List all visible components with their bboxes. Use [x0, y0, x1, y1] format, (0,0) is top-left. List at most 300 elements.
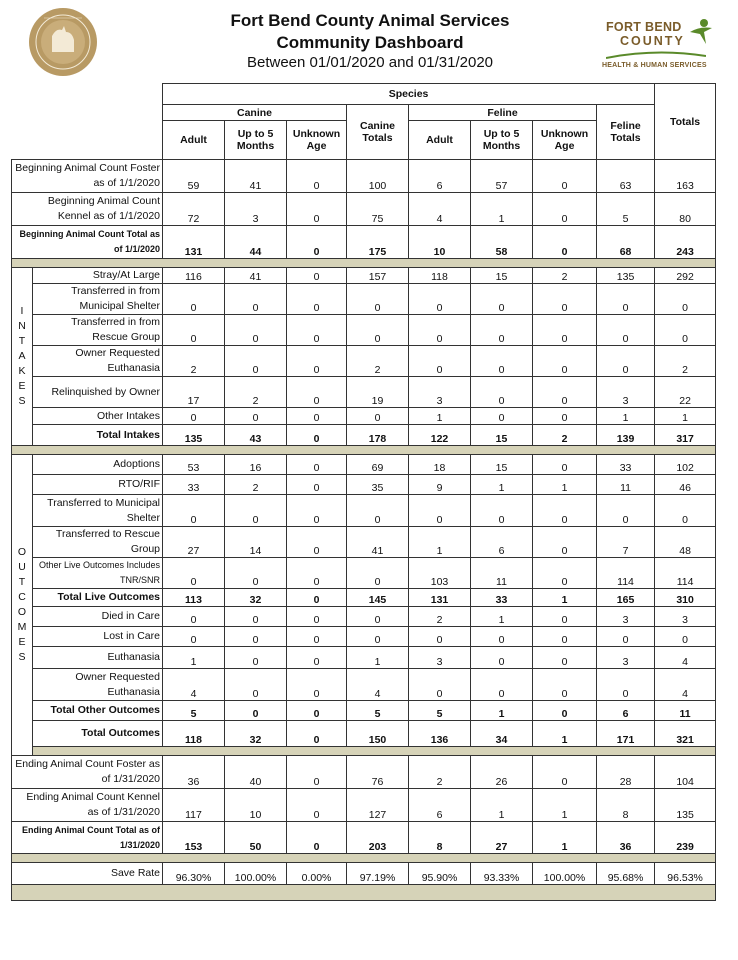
value-cell: 41	[225, 160, 287, 193]
value-cell: 27	[471, 822, 533, 854]
value-cell: 0	[287, 475, 347, 495]
table-row-xfer-muni	[12, 284, 716, 315]
value-cell: 122	[409, 425, 471, 446]
feline-adult-header: Adult	[409, 121, 471, 160]
row-label: Save Rate	[12, 863, 163, 885]
value-cell: 1	[533, 475, 597, 495]
value-cell: 0	[225, 558, 287, 589]
logo-arc-icon	[606, 50, 706, 60]
value-cell: 113	[163, 589, 225, 607]
value-cell: 72	[163, 193, 225, 226]
table-row-adoptions	[12, 455, 716, 475]
value-cell: 2	[163, 346, 225, 377]
value-cell: 2	[225, 377, 287, 408]
value-cell: 97.19%	[347, 863, 409, 885]
row-label: Transferred to Municipal Shelter	[33, 495, 163, 527]
value-cell: 40	[225, 756, 287, 789]
value-cell: 34	[471, 721, 533, 747]
value-cell: 1	[409, 408, 471, 425]
value-cell: 50	[225, 822, 287, 854]
value-cell: 135	[655, 789, 716, 822]
value-cell: 1	[163, 647, 225, 669]
value-cell: 0	[287, 377, 347, 408]
table-row-died	[12, 607, 716, 627]
feline-up-to-5-months-header: Up to 5 Months	[471, 121, 533, 160]
value-cell: 41	[225, 268, 287, 284]
value-cell: 100.00%	[225, 863, 287, 885]
value-cell: 59	[163, 160, 225, 193]
table-row-out-muni	[12, 495, 716, 527]
value-cell: 1	[471, 701, 533, 721]
value-cell: 0	[471, 284, 533, 315]
table-row-total-live	[12, 589, 716, 607]
value-cell: 0.00%	[287, 863, 347, 885]
health-human-services-logo	[600, 16, 718, 76]
value-cell: 0	[287, 721, 347, 747]
value-cell: 0	[225, 284, 287, 315]
value-cell: 0	[471, 315, 533, 346]
value-cell: 75	[347, 193, 409, 226]
row-label: Beginning Animal Count Total as of 1/1/2020	[12, 226, 163, 259]
feline-header: Feline	[409, 105, 597, 121]
value-cell: 35	[347, 475, 409, 495]
value-cell: 11	[655, 701, 716, 721]
table-row-total-other	[12, 701, 716, 721]
species-header: Species	[163, 84, 655, 105]
value-cell: 0	[471, 408, 533, 425]
value-cell: 0	[533, 346, 597, 377]
value-cell: 0	[163, 558, 225, 589]
value-cell: 0	[471, 377, 533, 408]
value-cell: 80	[655, 193, 716, 226]
value-cell: 26	[471, 756, 533, 789]
section-separator	[12, 747, 716, 756]
value-cell: 0	[409, 669, 471, 701]
value-cell: 6	[409, 160, 471, 193]
value-cell: 0	[409, 315, 471, 346]
value-cell: 95.90%	[409, 863, 471, 885]
value-cell: 0	[655, 495, 716, 527]
value-cell: 68	[597, 226, 655, 259]
value-cell: 3	[597, 647, 655, 669]
table-row-euth	[12, 647, 716, 669]
value-cell: 4	[347, 669, 409, 701]
value-cell: 57	[471, 160, 533, 193]
row-label: Other Intakes	[33, 408, 163, 425]
value-cell: 11	[471, 558, 533, 589]
value-cell: 139	[597, 425, 655, 446]
section-separator	[12, 259, 716, 268]
value-cell: 0	[597, 284, 655, 315]
value-cell: 2	[655, 346, 716, 377]
value-cell: 8	[597, 789, 655, 822]
value-cell: 1	[471, 475, 533, 495]
value-cell: 93.33%	[471, 863, 533, 885]
value-cell: 0	[533, 408, 597, 425]
row-label: Total Outcomes	[33, 721, 163, 747]
value-cell: 171	[597, 721, 655, 747]
value-cell: 36	[597, 822, 655, 854]
title-block	[150, 10, 590, 72]
value-cell: 0	[347, 315, 409, 346]
value-cell: 0	[225, 408, 287, 425]
value-cell: 0	[533, 495, 597, 527]
row-label: Ending Animal Count Total as of 1/31/2020	[12, 822, 163, 854]
canine-up-to-5-months-header: Up to 5 Months	[225, 121, 287, 160]
row-label: Ending Animal Count Foster as of 1/31/2020	[12, 756, 163, 789]
value-cell: 0	[471, 346, 533, 377]
value-cell: 0	[597, 346, 655, 377]
value-cell: 0	[533, 558, 597, 589]
row-label: Relinquished by Owner	[33, 377, 163, 408]
value-cell: 163	[655, 160, 716, 193]
value-cell: 1	[471, 789, 533, 822]
table-row-out-rescue	[12, 527, 716, 558]
date-range: Between 01/01/2020 and 01/31/2020	[246, 54, 494, 71]
feline-unknown-age-header: Unknown Age	[533, 121, 597, 160]
value-cell: 33	[597, 455, 655, 475]
value-cell: 104	[655, 756, 716, 789]
value-cell: 0	[409, 284, 471, 315]
value-cell: 0	[347, 558, 409, 589]
value-cell: 63	[597, 160, 655, 193]
value-cell: 1	[533, 822, 597, 854]
value-cell: 6	[409, 789, 471, 822]
county-seal-logo	[22, 6, 104, 78]
value-cell: 33	[163, 475, 225, 495]
value-cell: 0	[471, 495, 533, 527]
value-cell: 0	[409, 627, 471, 647]
value-cell: 46	[655, 475, 716, 495]
value-cell: 0	[287, 284, 347, 315]
value-cell: 17	[163, 377, 225, 408]
row-label: Total Other Outcomes	[33, 701, 163, 721]
value-cell: 0	[287, 315, 347, 346]
table-row-beg-foster	[12, 160, 716, 193]
value-cell: 4	[655, 647, 716, 669]
value-cell: 135	[597, 268, 655, 284]
value-cell: 0	[225, 627, 287, 647]
value-cell: 0	[287, 558, 347, 589]
value-cell: 0	[533, 627, 597, 647]
table-row-total-intake	[12, 425, 716, 446]
value-cell: 0	[471, 627, 533, 647]
row-label: Ending Animal Count Kennel as of 1/31/2020	[12, 789, 163, 822]
table-row-save-rate	[12, 863, 716, 885]
row-label: Euthanasia	[33, 647, 163, 669]
value-cell: 2	[347, 346, 409, 377]
value-cell: 0	[225, 607, 287, 627]
value-cell: 0	[533, 647, 597, 669]
row-label: Lost in Care	[33, 627, 163, 647]
value-cell: 28	[597, 756, 655, 789]
value-cell: 76	[347, 756, 409, 789]
table-row-owner-euth-out	[12, 669, 716, 701]
value-cell: 118	[163, 721, 225, 747]
row-label: Other Live Outcomes Includes TNR/SNR	[33, 558, 163, 589]
value-cell: 0	[225, 346, 287, 377]
value-cell: 243	[655, 226, 716, 259]
value-cell: 18	[409, 455, 471, 475]
table-row-beg-kennel	[12, 193, 716, 226]
value-cell: 0	[597, 495, 655, 527]
value-cell: 0	[597, 315, 655, 346]
table-row-owner-euth	[12, 346, 716, 377]
intakes-side-label: I N T A K E S	[12, 268, 33, 446]
value-cell: 0	[225, 647, 287, 669]
row-label: Beginning Animal Count Kennel as of 1/1/2020	[12, 193, 163, 226]
value-cell: 44	[225, 226, 287, 259]
value-cell: 4	[655, 669, 716, 701]
value-cell: 0	[533, 284, 597, 315]
value-cell: 3	[409, 647, 471, 669]
value-cell: 22	[655, 377, 716, 408]
value-cell: 5	[163, 701, 225, 721]
value-cell: 8	[409, 822, 471, 854]
value-cell: 15	[471, 425, 533, 446]
value-cell: 116	[163, 268, 225, 284]
value-cell: 1	[347, 647, 409, 669]
table-row-end-kennel	[12, 789, 716, 822]
row-label: Died in Care	[33, 607, 163, 627]
value-cell: 2	[533, 425, 597, 446]
value-cell: 0	[655, 315, 716, 346]
value-cell: 131	[409, 589, 471, 607]
value-cell: 0	[287, 589, 347, 607]
value-cell: 0	[409, 495, 471, 527]
value-cell: 0	[533, 193, 597, 226]
logo-line-2: COUNTY	[620, 34, 685, 48]
value-cell: 0	[287, 193, 347, 226]
value-cell: 96.53%	[655, 863, 716, 885]
value-cell: 7	[597, 527, 655, 558]
value-cell: 0	[533, 315, 597, 346]
value-cell: 0	[409, 346, 471, 377]
value-cell: 310	[655, 589, 716, 607]
table-row-other-live	[12, 558, 716, 589]
page-subtitle: Community Dashboard	[276, 33, 464, 52]
value-cell: 0	[287, 527, 347, 558]
value-cell: 0	[347, 408, 409, 425]
value-cell: 0	[533, 756, 597, 789]
value-cell: 1	[533, 721, 597, 747]
value-cell: 3	[597, 377, 655, 408]
value-cell: 19	[347, 377, 409, 408]
value-cell: 43	[225, 425, 287, 446]
value-cell: 6	[597, 701, 655, 721]
value-cell: 10	[225, 789, 287, 822]
value-cell: 0	[287, 346, 347, 377]
value-cell: 0	[163, 607, 225, 627]
value-cell: 0	[347, 607, 409, 627]
value-cell: 0	[225, 495, 287, 527]
value-cell: 4	[409, 193, 471, 226]
value-cell: 0	[163, 315, 225, 346]
table-row-rto	[12, 475, 716, 495]
value-cell: 58	[471, 226, 533, 259]
value-cell: 0	[163, 627, 225, 647]
value-cell: 118	[409, 268, 471, 284]
feline-totals-header: Feline Totals	[597, 105, 655, 160]
logo-line-1: FORT BEND	[606, 20, 682, 34]
value-cell: 0	[287, 756, 347, 789]
row-label: Stray/At Large	[33, 268, 163, 284]
value-cell: 0	[287, 647, 347, 669]
value-cell: 0	[533, 701, 597, 721]
value-cell: 0	[287, 408, 347, 425]
value-cell: 0	[287, 627, 347, 647]
value-cell: 0	[533, 607, 597, 627]
canine-unknown-age-header: Unknown Age	[287, 121, 347, 160]
value-cell: 0	[287, 425, 347, 446]
dashboard-table	[11, 83, 716, 901]
value-cell: 0	[287, 495, 347, 527]
value-cell: 11	[597, 475, 655, 495]
value-cell: 0	[533, 669, 597, 701]
value-cell: 0	[163, 284, 225, 315]
section-separator	[12, 885, 716, 901]
value-cell: 136	[409, 721, 471, 747]
value-cell: 1	[471, 193, 533, 226]
table-row-lost	[12, 627, 716, 647]
value-cell: 2	[409, 607, 471, 627]
value-cell: 0	[347, 284, 409, 315]
value-cell: 317	[655, 425, 716, 446]
value-cell: 0	[163, 495, 225, 527]
row-label: Beginning Animal Count Foster as of 1/1/2020	[12, 160, 163, 193]
table-row-relinq	[12, 377, 716, 408]
value-cell: 69	[347, 455, 409, 475]
logo-line-3: HEALTH & HUMAN SERVICES	[602, 62, 707, 69]
value-cell: 0	[287, 226, 347, 259]
value-cell: 175	[347, 226, 409, 259]
value-cell: 6	[471, 527, 533, 558]
table-row-end-foster	[12, 756, 716, 789]
value-cell: 131	[163, 226, 225, 259]
value-cell: 321	[655, 721, 716, 747]
value-cell: 0	[287, 160, 347, 193]
logo-figure-icon	[686, 18, 714, 46]
value-cell: 3	[409, 377, 471, 408]
value-cell: 103	[409, 558, 471, 589]
value-cell: 1	[597, 408, 655, 425]
page-header	[0, 0, 738, 82]
value-cell: 36	[163, 756, 225, 789]
value-cell: 16	[225, 455, 287, 475]
value-cell: 15	[471, 268, 533, 284]
value-cell: 3	[655, 607, 716, 627]
value-cell: 53	[163, 455, 225, 475]
value-cell: 0	[163, 408, 225, 425]
value-cell: 165	[597, 589, 655, 607]
canine-adult-header: Adult	[163, 121, 225, 160]
value-cell: 0	[287, 607, 347, 627]
row-label: Owner Requested Euthanasia	[33, 669, 163, 701]
section-separator	[12, 854, 716, 863]
row-label: Transferred in from Rescue Group	[33, 315, 163, 346]
value-cell: 0	[533, 455, 597, 475]
value-cell: 153	[163, 822, 225, 854]
value-cell: 2	[409, 756, 471, 789]
value-cell: 0	[471, 647, 533, 669]
value-cell: 48	[655, 527, 716, 558]
row-label: Transferred to Rescue Group	[33, 527, 163, 558]
value-cell: 27	[163, 527, 225, 558]
value-cell: 1	[655, 408, 716, 425]
value-cell: 1	[533, 589, 597, 607]
value-cell: 178	[347, 425, 409, 446]
value-cell: 292	[655, 268, 716, 284]
value-cell: 0	[533, 160, 597, 193]
outcomes-side-label: O U T C O M E S	[12, 455, 33, 756]
value-cell: 102	[655, 455, 716, 475]
table-row-other-intake	[12, 408, 716, 425]
value-cell: 0	[287, 268, 347, 284]
table-row-xfer-rescue	[12, 315, 716, 346]
table-row-stray	[12, 268, 716, 284]
table-row-total-out	[12, 721, 716, 747]
page-title: Fort Bend County Animal Services	[230, 11, 510, 30]
value-cell: 239	[655, 822, 716, 854]
table-row-end-total	[12, 822, 716, 854]
value-cell: 114	[655, 558, 716, 589]
value-cell: 100	[347, 160, 409, 193]
value-cell: 95.68%	[597, 863, 655, 885]
row-label: Adoptions	[33, 455, 163, 475]
value-cell: 0	[533, 377, 597, 408]
row-label: Transferred in from Municipal Shelter	[33, 284, 163, 315]
value-cell: 10	[409, 226, 471, 259]
value-cell: 0	[287, 822, 347, 854]
value-cell: 1	[409, 527, 471, 558]
value-cell: 157	[347, 268, 409, 284]
row-label: Total Live Outcomes	[33, 589, 163, 607]
value-cell: 41	[347, 527, 409, 558]
value-cell: 2	[533, 268, 597, 284]
row-label: Total Intakes	[33, 425, 163, 446]
value-cell: 0	[225, 669, 287, 701]
value-cell: 4	[163, 669, 225, 701]
value-cell: 0	[287, 789, 347, 822]
value-cell: 9	[409, 475, 471, 495]
value-cell: 5	[597, 193, 655, 226]
value-cell: 5	[409, 701, 471, 721]
row-label: RTO/RIF	[33, 475, 163, 495]
value-cell: 0	[225, 315, 287, 346]
value-cell: 32	[225, 589, 287, 607]
value-cell: 33	[471, 589, 533, 607]
value-cell: 0	[347, 495, 409, 527]
value-cell: 0	[533, 226, 597, 259]
value-cell: 203	[347, 822, 409, 854]
value-cell: 15	[471, 455, 533, 475]
canine-totals-header: Canine Totals	[347, 105, 409, 160]
table-row-beg-total	[12, 226, 716, 259]
value-cell: 0	[597, 627, 655, 647]
totals-header: Totals	[655, 84, 716, 160]
value-cell: 96.30%	[163, 863, 225, 885]
value-cell: 1	[471, 607, 533, 627]
value-cell: 3	[225, 193, 287, 226]
row-label: Owner Requested Euthanasia	[33, 346, 163, 377]
value-cell: 150	[347, 721, 409, 747]
value-cell: 3	[597, 607, 655, 627]
value-cell: 127	[347, 789, 409, 822]
value-cell: 0	[287, 669, 347, 701]
value-cell: 0	[597, 669, 655, 701]
value-cell: 32	[225, 721, 287, 747]
value-cell: 114	[597, 558, 655, 589]
